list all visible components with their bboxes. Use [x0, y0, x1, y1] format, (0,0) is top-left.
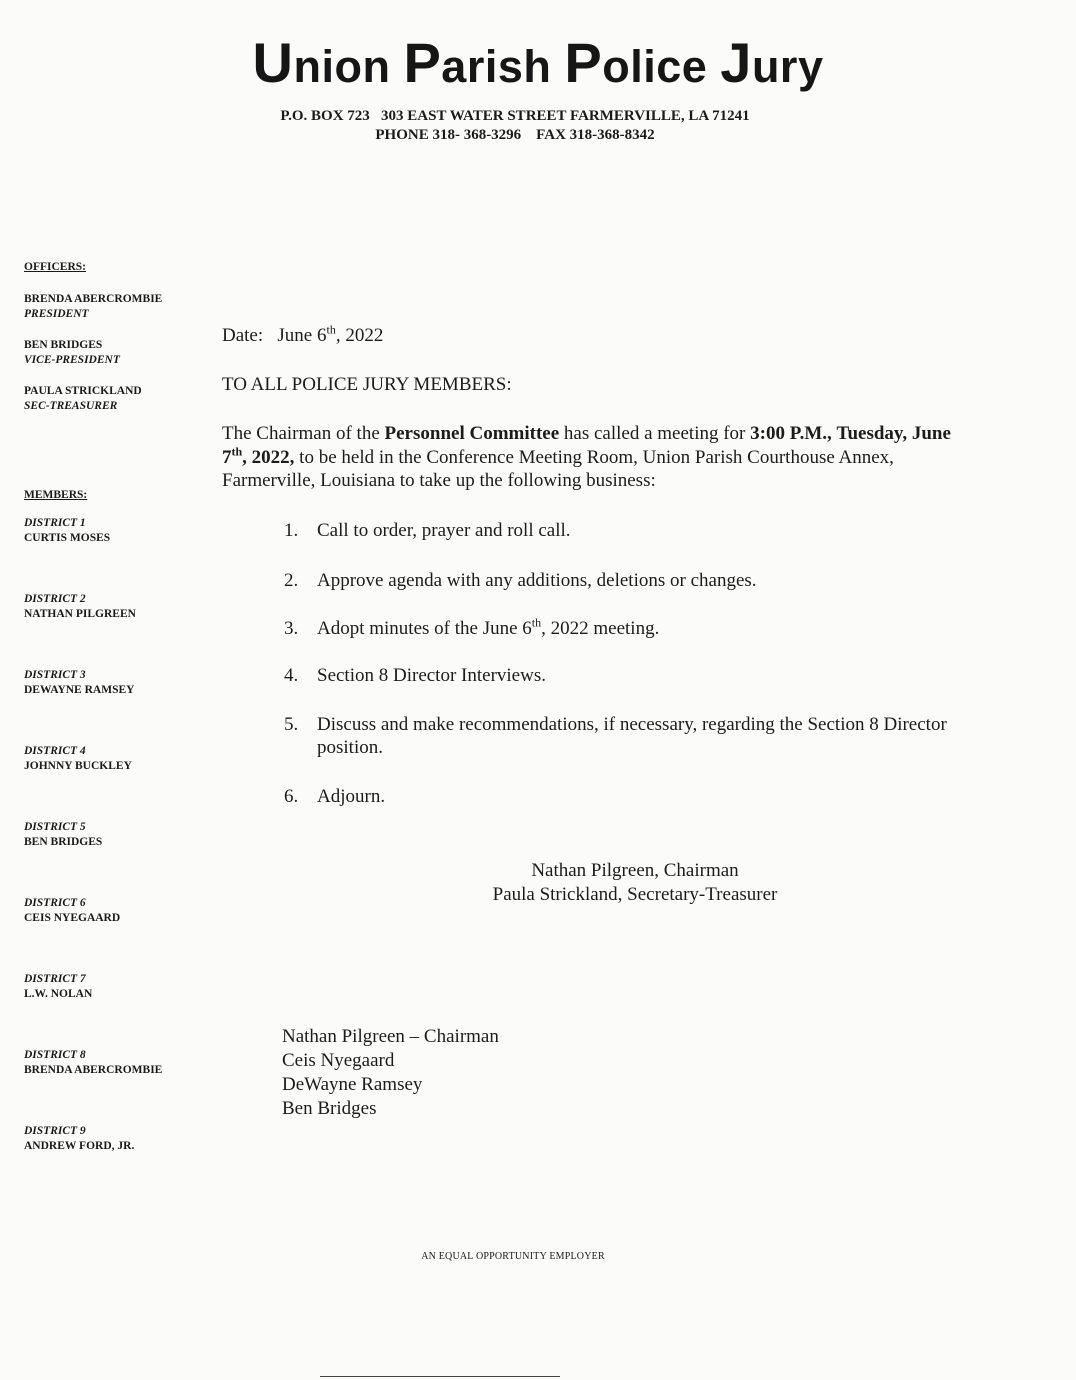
address-line: P.O. BOX 723 303 EAST WATER STREET FARMERVILLE, LA 71241 [280, 108, 750, 124]
committee-member-list [282, 1025, 499, 1121]
member-district: DISTRICT 5 [24, 821, 86, 833]
member-district: DISTRICT 9 [24, 1125, 86, 1137]
officer-entry [24, 338, 214, 368]
signatory-chairman: Nathan Pilgreen, Chairman [531, 860, 739, 881]
memo-date [222, 322, 384, 347]
phone-fax-line: PHONE 318- 368-3296 FAX 318-368-8342 [375, 127, 655, 143]
member-entry [24, 972, 214, 1002]
officer-name: BEN BRIDGES [24, 339, 103, 351]
member-entry [24, 668, 214, 698]
signature-block [400, 859, 870, 907]
member-entry [24, 592, 214, 622]
page-edge-line [320, 1376, 560, 1377]
member-district: DISTRICT 4 [24, 745, 86, 757]
member-district: DISTRICT 8 [24, 1049, 86, 1061]
meeting-date: Tuesday, June 7th, 2022, [222, 423, 951, 468]
officers-heading: OFFICERS: [24, 261, 86, 273]
committee-member: Ceis Nyegaard [282, 1050, 395, 1071]
agenda-item: 2. Approve agenda with any additions, deletions or changes. [284, 570, 757, 591]
committee-member: Nathan Pilgreen – Chairman [282, 1026, 499, 1047]
member-district: DISTRICT 7 [24, 973, 86, 985]
member-district: DISTRICT 6 [24, 897, 86, 909]
member-entry [24, 896, 214, 926]
member-name: NATHAN PILGREEN [24, 608, 136, 620]
meeting-notice-paragraph: The Chairman of the Personnel Committee has called a meeting for 3:00 P.M., Tuesday, June 7th, 2022, to be held in the Conference Meeting Room, Union Parish Courthouse Annex, Farmerville, Louisiana to take up the following business: [222, 423, 951, 491]
agenda-item: 3. Adopt minutes of the June 6th, 2022 meeting. [284, 615, 660, 639]
member-name: DEWAYNE RAMSEY [24, 684, 135, 696]
organization-title [0, 30, 1076, 95]
members-heading: MEMBERS: [24, 489, 88, 501]
officer-role: PRESIDENT [24, 308, 89, 320]
salutation: TO ALL POLICE JURY MEMBERS: [222, 374, 512, 395]
officer-name: PAULA STRICKLAND [24, 385, 142, 397]
member-name: JOHNNY BUCKLEY [24, 760, 132, 772]
member-district: DISTRICT 1 [24, 517, 86, 529]
member-name: CEIS NYEGAARD [24, 912, 121, 924]
member-name: L.W. NOLAN [24, 988, 93, 1000]
officer-role: VICE-PRESIDENT [24, 354, 120, 366]
agenda-item: 4. Section 8 Director Interviews. [284, 665, 546, 686]
officer-entry [24, 292, 214, 322]
signatory-secretary: Paula Strickland, Secretary-Treasurer [492, 884, 778, 905]
agenda-item: 6. Adjourn. [284, 786, 386, 807]
title-word-2: Parish [403, 31, 565, 94]
meeting-time: 3:00 P.M., [750, 423, 832, 444]
date-value: June 6th, 2022 [277, 322, 384, 346]
officer-name: BRENDA ABERCROMBIE [24, 293, 163, 305]
committee-name: Personnel Committee [384, 423, 560, 444]
agenda-item: 1. Call to order, prayer and roll call. [284, 520, 571, 541]
member-district: DISTRICT 2 [24, 593, 86, 605]
member-entry [24, 1048, 214, 1078]
officer-entry [24, 384, 214, 414]
footer-equal-opportunity: AN EQUAL OPPORTUNITY EMPLOYER [421, 1251, 605, 1262]
committee-member: Ben Bridges [282, 1098, 377, 1119]
title-word-4: Jury [720, 31, 824, 94]
member-entry [24, 516, 214, 546]
date-label: Date: [222, 325, 264, 346]
title-word-1: Union [252, 31, 404, 94]
title-word-3: Police [564, 31, 721, 94]
sidebar-roster [24, 260, 214, 1154]
officer-role: SEC-TREASURER [24, 400, 118, 412]
member-entry [24, 1124, 214, 1154]
member-entry [24, 744, 214, 774]
member-name: CURTIS MOSES [24, 532, 111, 544]
member-name: ANDREW FORD, JR. [24, 1140, 135, 1152]
member-name: BRENDA ABERCROMBIE [24, 1064, 163, 1076]
member-name: BEN BRIDGES [24, 836, 103, 848]
member-entry [24, 820, 214, 850]
member-district: DISTRICT 3 [24, 669, 86, 681]
committee-member: DeWayne Ramsey [282, 1074, 423, 1095]
agenda-item: 5. Discuss and make recommendations, if necessary, regarding the Section 8 Director position. [284, 714, 947, 758]
